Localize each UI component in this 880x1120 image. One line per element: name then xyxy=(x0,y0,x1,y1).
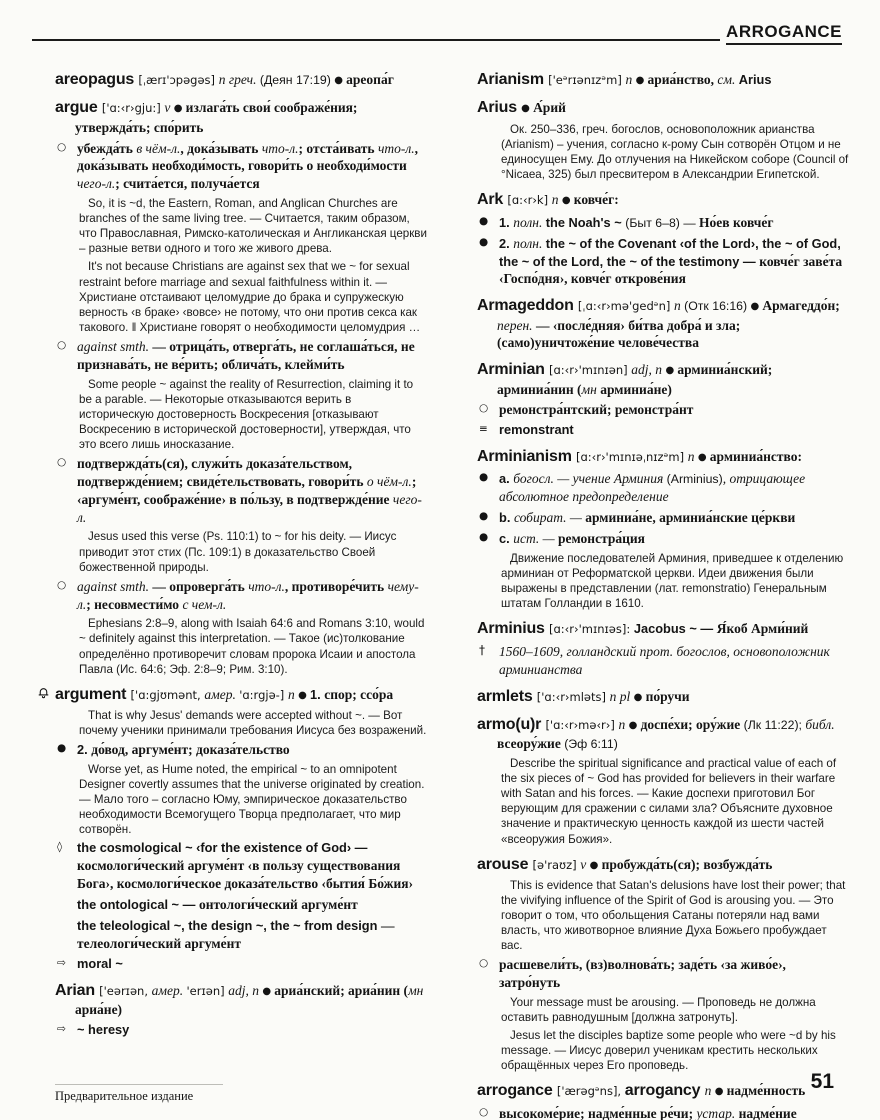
text-run: амер. xyxy=(204,686,240,702)
entry-headline xyxy=(55,98,427,136)
example-text: Движение последователей Арминия, приведшее к отделению арминиан от Реформатской церкви. Идеи движения были выражены в представлении (лат. remonstratio) Генеральным штатам Голландии в 1610. xyxy=(501,552,844,611)
text-run: ● xyxy=(298,689,310,701)
text-run: подтвержда́ть(ся), служи́ть доказа́тельством, подтвержде́нием; свиде́тельствовать, говори́ть xyxy=(77,455,367,489)
text-run: спор; ссо́ра xyxy=(324,686,394,702)
sense-line xyxy=(477,530,849,548)
text-run: чего-л. xyxy=(77,176,116,192)
text-run: the teleological ~, the design ~, the ~ from design xyxy=(77,918,381,934)
text-run: Arius xyxy=(738,72,772,87)
example-text: Some people ~ against the reality of Resurrection, claiming it to be a parable. — Некоторые отказываются верить в историческую достоверность Воскресения [отказывают Воскресению в исторической достоверности], утверждая, что это всего лишь иносказание. xyxy=(79,377,414,451)
bell-icon xyxy=(37,686,50,704)
text-run: до́вод, аргуме́нт; доказа́тельство xyxy=(91,742,290,758)
text-run: ареопа́г xyxy=(346,72,394,87)
example-text: Your message must be arousing. — Проповедь не должна оставить равнодушным [должна затронуть]. xyxy=(501,996,816,1025)
text-run: Arminius xyxy=(477,620,549,638)
text-run: Arianism xyxy=(477,71,549,88)
text-columns xyxy=(55,62,849,1120)
text-run: Но́ев ковче́г xyxy=(699,214,774,230)
text-run: Jacobus ~ — xyxy=(633,621,717,637)
entry-headline xyxy=(477,70,849,90)
text-run: ариа́нство, xyxy=(647,72,718,87)
text-run: against smth. xyxy=(77,578,150,594)
example-text: Describe the spiritual significance and practical value of each of the six pieces of ~ God has provided for believers in their warfare with Satan and his forces. — Какие доспехи приготовил Бог верующим для сражении с силами зла? Объясните духовное значение и практическую ценность каждой из шести частей «всеоружия Божия». xyxy=(501,757,837,846)
text-run: ● xyxy=(521,103,534,115)
example-text: Jesus let the disciples baptize some people who were ~d by his message. — Иисус доверил ученикам крестить нескольких обращённых через Его проповедь. xyxy=(501,1029,836,1073)
text-run: arrogance xyxy=(477,1082,557,1100)
sense-marker: ● xyxy=(479,510,489,523)
text-run: о чём-л. xyxy=(366,473,412,489)
text-run: ● xyxy=(665,365,678,377)
text-run: библ. xyxy=(805,717,835,732)
text-run: амер. xyxy=(151,982,187,998)
sense-marker: ≡ xyxy=(479,423,488,436)
text-run: чему-л. xyxy=(77,578,419,612)
text-run: арминиа́не) xyxy=(596,381,672,397)
entry-headline xyxy=(55,685,427,705)
sense-marker: ● xyxy=(479,235,489,248)
example-text: Ephesians 2:8–9, along with Isaiah 64:6 and Romans 3:10, would ~ definitely against this interpretation. — Такое (ис)толкование определённо противоречит словам пророка Исаии и апостола Павла (Ис. 64:6; Эф. 2:8–9; Рим. 3:10). xyxy=(79,617,425,676)
text-run: (Лк 11:22); xyxy=(743,718,806,732)
example-text: It's not because Christians are against sex that we ~ for sexual restraint before marriage and sexual faithfulness within it. — Христиане отстаивают целомудрие до брака и супружескую верность ‹в браке› ‹вовсе› не потому, что они против секса как такового. ‖ Христиане говорят о необходимости целомудрия … xyxy=(79,260,421,334)
text-run: , отрицающее абсолютное предопределение xyxy=(499,471,806,505)
text-run: (Отк 16:16) xyxy=(684,299,751,314)
text-run: чего-л. xyxy=(77,491,422,525)
sense-line xyxy=(55,896,427,914)
sense-line xyxy=(477,235,849,289)
entry-headline xyxy=(477,1081,849,1101)
text-run: надме́нность xyxy=(726,1083,806,1099)
text-run: ● xyxy=(173,103,186,115)
text-run: 'ɑ:rgjə-] xyxy=(239,687,288,702)
text-run: the Noah's ~ xyxy=(545,214,626,230)
page-header xyxy=(32,22,842,45)
text-run: ● xyxy=(633,691,646,703)
text-run: moral ~ xyxy=(77,955,123,971)
sense-marker: ○ xyxy=(479,1105,489,1118)
text-run: что-л. xyxy=(261,140,299,156)
entry-ark xyxy=(477,190,849,288)
text-run: собират. — xyxy=(513,510,586,526)
text-run: 2. xyxy=(499,235,514,251)
text-run: расшевели́ть, (вз)волнова́ть; заде́ть ‹за живо́е›, затро́нуть xyxy=(499,957,786,991)
text-run: ['eərɪən, xyxy=(99,983,152,998)
entry-arrogance xyxy=(477,1081,849,1120)
text-run: ● xyxy=(561,195,574,207)
text-run: v xyxy=(164,100,174,116)
entry-headline xyxy=(477,715,849,753)
text-run: the ontological ~ — xyxy=(77,897,199,913)
example-text: Jesus used this verse (Ps. 110:1) to ~ for his deity. — Иисус приводит этот стих (Пс. 109:1) в доказательство Своей божественной природы. xyxy=(79,530,397,574)
entry-headline xyxy=(55,981,427,1019)
text-run: ремонстра́ция xyxy=(558,531,645,547)
text-run: ; счита́ется, получа́ется xyxy=(115,176,260,192)
text-run: ариа́не) xyxy=(75,1002,123,1018)
sense-marker: ○ xyxy=(479,957,489,970)
text-run: [ˌɑ:‹r›mə'gedᵊn] xyxy=(577,299,675,314)
text-run: арминиа́нский; арминиа́нин ( xyxy=(497,362,773,397)
left-column xyxy=(55,62,427,1120)
text-run: armlets xyxy=(477,687,537,705)
entry-headline xyxy=(477,447,849,467)
text-run: высокоме́рие; надме́нные ре́чи; xyxy=(499,1105,697,1120)
sense-line xyxy=(477,1105,849,1120)
sense-marker: ○ xyxy=(479,402,489,415)
text-run: ['ɑ:‹r›gju:] xyxy=(101,101,165,116)
text-run: ; отста́ивать xyxy=(298,140,378,156)
text-run: [ɑ:‹r›'mɪnɪəs]: xyxy=(549,622,634,637)
text-run: ● xyxy=(589,859,602,871)
entry-headline xyxy=(55,70,427,90)
page-number: 51 xyxy=(810,1070,834,1093)
text-run: см. xyxy=(717,72,739,87)
text-run: ● xyxy=(628,720,641,731)
text-run: areopagus xyxy=(55,71,139,88)
text-run: арминиа́нство: xyxy=(709,448,802,464)
text-run: Армагеддо́н; xyxy=(762,298,840,314)
sense-line xyxy=(55,578,427,614)
text-run: n xyxy=(687,448,698,464)
entry-arminian xyxy=(477,360,849,439)
example-text: Ок. 250–336, греч. богослов, основоположник арианства (Arianism) – учения, согласно к-рому Сын сотворён Отцом и не единосущен Ему. До отлучения на Никейском соборе (Council of °Nicaea, 325) был пресвитером в Александрии Египетской. xyxy=(501,122,849,182)
text-run: всеору́жие xyxy=(497,736,565,752)
text-run: (Быт 6–8) — xyxy=(625,215,700,230)
sense-line xyxy=(55,840,427,893)
text-run: ист. — xyxy=(513,531,559,547)
text-run: ● xyxy=(714,1086,727,1098)
text-run: ['ɑ:gjʊmənt, xyxy=(130,687,205,702)
example-text: This is evidence that Satan's delusions have lost their power; that the vivifying influence of the Spirit of God is arousing you. — Это говорит о том, что обольщения Сатаны потеряли над вами власть, что животворное влияние Духа Божьего пробуждает вас. xyxy=(501,879,846,953)
text-run: — телеологи́ческий аргуме́нт xyxy=(77,918,395,951)
entry-armlets xyxy=(477,687,849,707)
text-run: убежда́ть xyxy=(77,140,137,156)
text-run: ● xyxy=(697,451,710,463)
text-run: ● xyxy=(635,75,648,86)
text-run: the ~ of the Covenant ‹of the Lord›, the ~ of God, the ~ of the Lord, the ~ of the testimony — xyxy=(499,235,841,269)
sense-line xyxy=(477,422,849,439)
text-run: ~ heresy xyxy=(77,1021,130,1037)
text-run: что-л. xyxy=(377,140,415,156)
entry-argument xyxy=(55,685,427,973)
text-run: полн. xyxy=(513,235,546,251)
entry-headline xyxy=(477,98,849,118)
text-run: А́рий xyxy=(533,100,566,116)
text-run: ['ɑ:‹r›mləts] xyxy=(536,689,610,704)
text-run: remonstrant xyxy=(499,422,574,438)
entry-argue xyxy=(55,98,427,676)
text-run: adj, n xyxy=(631,362,666,378)
text-run: богосл. — учение Арминия xyxy=(513,471,667,487)
text-run: мн xyxy=(408,982,424,998)
sense-marker: ⇨ xyxy=(57,1022,66,1035)
text-run: по́ручи xyxy=(645,688,690,704)
text-run: , дока́зывать необходи́мость, говори́ть о необходи́мости xyxy=(77,140,419,174)
text-run: against smth. xyxy=(77,338,150,354)
text-run: n xyxy=(704,1083,715,1099)
sense-line xyxy=(477,470,849,506)
text-run: 1560–1609, голландский прот. богослов, основоположник арминианства xyxy=(499,643,830,677)
text-run: что-л. xyxy=(248,578,285,594)
text-run: ['ɑ:‹r›mə‹r›] xyxy=(545,718,619,732)
sense-marker: ⇨ xyxy=(57,956,66,969)
text-run: n pl xyxy=(609,688,634,704)
text-run: — ‹после́дняя› би́тва добра́ и зла; (само)уничтоже́ние челове́чества xyxy=(497,317,741,351)
sense-marker: † xyxy=(479,642,485,657)
text-run: 1. xyxy=(309,686,325,702)
text-run: arrogancy xyxy=(624,1082,705,1100)
running-head: ARROGANCE xyxy=(726,22,842,45)
text-run: в чём-л. xyxy=(136,140,181,156)
text-run: (Эф 6:11) xyxy=(564,737,618,752)
text-run: — опроверга́ть xyxy=(149,578,249,594)
sense-marker: ○ xyxy=(57,338,67,351)
text-run: adj, n xyxy=(228,982,263,998)
entry-arouse xyxy=(477,855,849,1074)
sense-marker: ○ xyxy=(57,455,67,468)
sense-line xyxy=(477,214,849,232)
entry-armour xyxy=(477,715,849,847)
text-run: перен. xyxy=(497,317,533,333)
text-run: Arius xyxy=(477,99,522,117)
text-run: Arian xyxy=(55,981,100,999)
right-column xyxy=(477,62,849,1120)
text-run: онтологи́ческий аргуме́нт xyxy=(198,897,358,913)
text-run: ● xyxy=(750,301,763,313)
text-run: пробужда́ть(ся); возбужда́ть xyxy=(601,856,773,872)
sense-line xyxy=(477,956,849,992)
text-run: ● xyxy=(262,985,275,997)
text-run: (Arminius) xyxy=(666,472,723,487)
sense-line xyxy=(55,140,427,194)
text-run: 1. xyxy=(499,214,514,230)
sense-marker: ● xyxy=(57,742,67,755)
sense-marker: ● xyxy=(479,531,489,544)
sense-line xyxy=(477,401,849,419)
text-run: ; ‹аргуме́нт, соображе́ние› в по́льзу, в подтвержде́ние xyxy=(77,473,417,507)
example-text: That is why Jesus' demands were accepted without ~. — Вот почему ученики принимали требования Иисуса без возражений. xyxy=(79,709,427,738)
sense-line xyxy=(55,741,427,759)
text-run: n xyxy=(625,72,636,87)
text-run: мн xyxy=(581,381,597,397)
text-run: устар. xyxy=(696,1105,739,1120)
text-run: b. xyxy=(499,510,514,526)
text-run: c. xyxy=(499,531,514,547)
text-run: ['ærəgᵊns], xyxy=(556,1084,625,1099)
text-run: Armageddon xyxy=(477,297,578,315)
text-run: Я́коб Арми́ний xyxy=(716,621,809,637)
entry-areopagus xyxy=(55,70,427,90)
text-run: ковче́г: xyxy=(573,192,619,208)
example-text: Worse yet, as Hume noted, the empirical ~ to an omnipotent Designer covertly assumes that the universe originated by creation. — Мало того – согласно Юму, эмпирическое доказательство необходимости Всемогущего Творца предполагает, что мир сотворён. xyxy=(79,763,425,837)
text-run: n xyxy=(618,717,629,732)
sense-marker: ● xyxy=(479,214,489,227)
text-run: Ark xyxy=(477,191,508,209)
text-run: n xyxy=(674,298,685,314)
entry-arminius xyxy=(477,619,849,678)
text-run: [ɑ:‹r›'mɪnɪən] xyxy=(549,363,632,378)
text-run: ['eᵊrɪənɪzᵊm] xyxy=(548,73,626,87)
entry-arius xyxy=(477,98,849,182)
sense-line xyxy=(55,1022,427,1039)
note-line xyxy=(477,643,849,679)
text-run: космологи́ческий аргуме́нт ‹в пользу существования Бога›, космологи́ческое доказа́тельство ‹бытия́ Бо́жия› xyxy=(77,858,414,892)
text-run: — отрица́ть, отверга́ть, не соглаша́ться, не признава́ть, не ве́рить; облича́ть, клейми́ть xyxy=(77,338,415,372)
text-run: a. xyxy=(499,471,514,487)
text-run: n xyxy=(287,686,299,702)
entry-arianism xyxy=(477,70,849,90)
text-run: n греч. xyxy=(218,72,260,87)
text-run: v xyxy=(580,856,590,872)
text-run: armo(u)r xyxy=(477,716,546,733)
text-run: argue xyxy=(55,99,102,117)
sense-marker: ◊ xyxy=(57,841,63,854)
text-run: [ɑ:‹r›'mɪnɪəˌnɪzᵊm] xyxy=(575,449,688,464)
sense-marker: ● xyxy=(479,471,489,484)
header-rule xyxy=(32,39,720,41)
entry-headline xyxy=(477,687,849,707)
text-run: арминиа́не, арминиа́нские це́ркви xyxy=(585,510,796,526)
text-run: arouse xyxy=(477,855,533,873)
entry-headline xyxy=(477,296,849,352)
text-run: argument xyxy=(55,685,131,703)
text-run: ариа́нский; ариа́нин ( xyxy=(274,982,409,998)
entry-armageddon xyxy=(477,296,849,352)
entry-headline xyxy=(477,190,849,210)
sense-marker: ○ xyxy=(57,578,67,591)
entry-arminianism xyxy=(477,447,849,611)
sense-line xyxy=(55,917,427,953)
text-run: Arminianism xyxy=(477,447,576,465)
text-run: излага́ть свои́ соображе́ния; утвержда́ть; спо́рить xyxy=(75,100,358,135)
text-run: n xyxy=(551,192,562,208)
text-run: (Деян 17:19) xyxy=(259,73,335,87)
text-run: [ɑ:‹r›k] xyxy=(507,193,552,208)
sense-marker: ○ xyxy=(57,140,67,153)
sense-line xyxy=(55,338,427,374)
text-run: Arminian xyxy=(477,361,549,379)
sense-line xyxy=(55,956,427,973)
text-run: 2. xyxy=(77,742,92,758)
entry-headline xyxy=(477,360,849,398)
sense-line xyxy=(55,455,427,527)
sense-line xyxy=(477,509,849,527)
entry-headline xyxy=(477,855,849,875)
text-run: ; несовмести́мо xyxy=(86,596,183,612)
text-run: ● xyxy=(334,75,347,86)
entry-headline xyxy=(477,619,849,639)
example-text: So, it is ~d, the Eastern, Roman, and Anglican Churches are branches of the same living tree. — Считается, таким образом, что Православная, Римско-католическая и Англиканская церкви – разные ветви одного и того же живого древа. xyxy=(79,197,427,256)
text-run: ремонстра́нтский; ремонстра́нт xyxy=(499,402,694,418)
text-run: с чем-л. xyxy=(182,596,227,612)
text-run: the cosmological ~ ‹for the existence of God› — xyxy=(77,840,368,856)
text-run: ковче́г заве́та ‹Госпо́дня›, ковче́г открове́ния xyxy=(499,253,843,287)
entry-arian xyxy=(55,981,427,1039)
text-run: надме́ние xyxy=(738,1105,797,1120)
text-run: [ˌærɪ'ɔpəgəs] xyxy=(138,73,219,87)
edition-note: Предварительное издание xyxy=(55,1084,223,1104)
text-run: [ə'raʊz] xyxy=(532,857,581,872)
text-run: , противоре́чить xyxy=(284,578,388,594)
text-run: 'erɪən] xyxy=(186,983,229,998)
text-run: полн. xyxy=(513,214,546,230)
text-run: , дока́зывать xyxy=(180,140,262,156)
text-run: доспе́хи; ору́жие xyxy=(640,717,744,732)
